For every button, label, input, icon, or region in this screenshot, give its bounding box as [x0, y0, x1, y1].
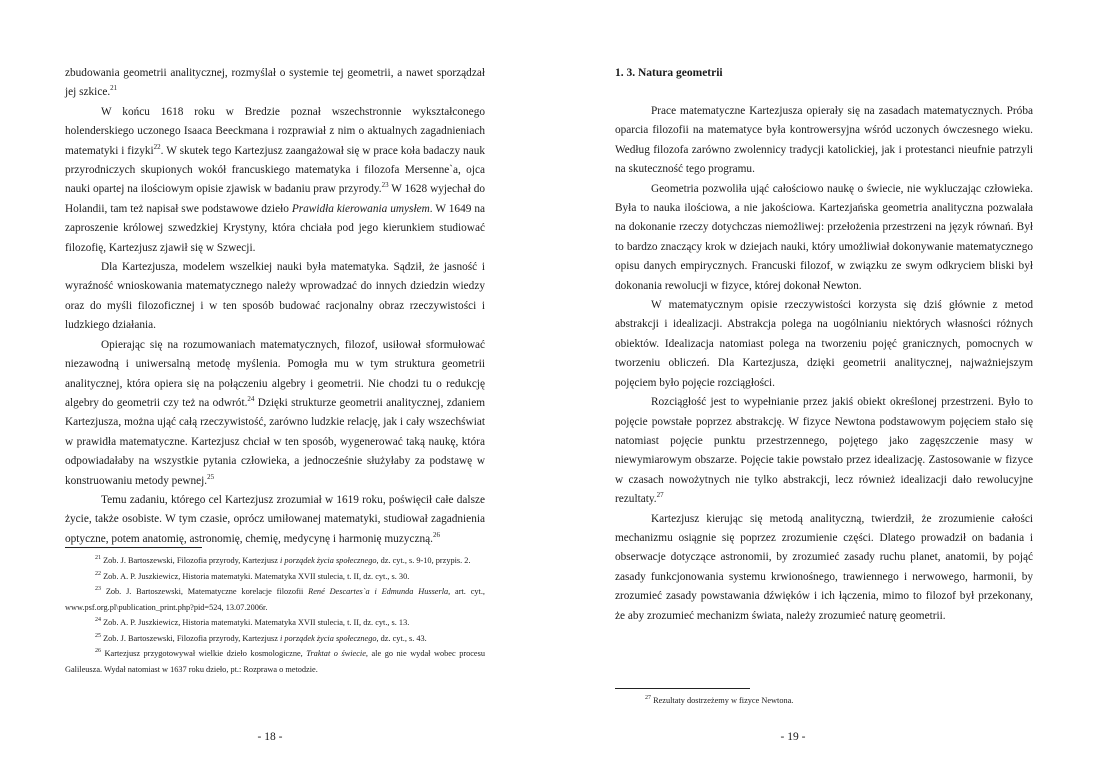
text-segment: Rozciągłość jest to wypełnianie przez jakiś obiekt określonej przestrzeni. Było to pojęcie powstałe poprzez abstrakcję. W fizyce Newtona podstawowym pojęciem stało się natomiast pojęcie punktu przestrzennego, pojętego jako zagęszczenie masy w niewymiarowym obszarze. Pojęcie takie powstało przez idealizację. Zastosowanie w fizyce w czasach nowożytnych nie tylko abstrakcji, lecz również idealizacji dało rewolucyjne rezultaty.: [615, 396, 1033, 506]
italic-text: Traktat o świecie: [306, 649, 366, 658]
italic-text: i porządek życia społecznego: [279, 556, 377, 565]
paragraph: [615, 296, 1033, 393]
footnote-reference: 25: [207, 472, 215, 481]
text-segment: , dz. cyt., s. 9-10, przypis. 2.: [376, 556, 471, 565]
text-segment: Kartezjusz kierując się metodą analityczną, twierdził, że zrozumienie całości mechanizmu osiągnie się poprzez zrozumienie części. Dlatego prowadził on badania i obserwacje dotyczące astronomii, by zrozumieć zasady ruchu planet, anatomii, by pojąć zasady funkcjonowania systemu krwionośnego, trawiennego i nerwowego, harmonii, by zrozumieć zasady powstawania dźwięków i ich łączenia, mimo to filozof był przekonany, że aby zrozumieć mechanizm świata, należy zrozumieć naturę geometrii.: [615, 512, 1033, 622]
paragraph: [65, 491, 485, 549]
footnote: [65, 615, 485, 631]
text-segment: Zob. A. P. Juszkiewicz, Historia matematyki. Matematyka XVII stulecia, t. II, dz. cyt., s. 30.: [101, 571, 410, 581]
footnote-reference: 23: [381, 181, 389, 190]
text-segment: Opierając się na rozumowaniach matematycznych, filozof, usiłował sformułować niezawodną i uniwersalną metodę myślenia. Pomogła mu w tym struktura geometrii analitycznej, która opiera się na połączeniu algebry i geometrii. Nie chodzi tu o redukcję algebry do geometrii czy też na odwrót.: [65, 338, 485, 409]
text-segment: W matematycznym opisie rzeczywistości korzysta się dziś głównie z metod abstrakcji i idealizacji. Abstrakcja polega na uogólnianiu niektórych własności różnych obiektów. Idealizacja natomiast polega na tworzeniu pojęć granicznych, pomocnych w tworzeniu obliczeń. Dla Kartezjusza, dzięki geometrii analitycznej, najważniejszym pojęciem było pojęcie rozciągłości.: [615, 299, 1033, 389]
footnote-reference: 22: [153, 142, 161, 151]
footnote-reference: 21: [110, 84, 118, 93]
paragraph: [65, 64, 485, 103]
text-segment: . W skutek tego Kartezjusz zaangażował się w prace koła badaczy nauk przyrodniczych skupionych wokół francuskiego matematyka i filozofa Mersenne`a, ojca nauki opartej na ilościowym opisie zjawisk w badaniu praw przyrody.: [65, 144, 486, 196]
page-number: - 18 -: [257, 731, 283, 743]
footnote: [65, 569, 485, 585]
text-segment: . W 1649 na zaproszenie królowej szwedzkiej Krystyny, która chciała pod jego kierunkiem studiować filozofię, Kartezjusz zjawił się w Szwecji.: [65, 202, 485, 254]
footnote-reference: 27: [656, 491, 664, 500]
left-footnotes: [65, 553, 485, 677]
italic-text: Prawidła kierowania umysłem: [291, 202, 430, 215]
paragraph: [65, 336, 485, 491]
text-segment: , dz. cyt., s. 43.: [376, 633, 427, 643]
footnote-reference: 21: [95, 555, 101, 562]
paragraph: [65, 258, 485, 336]
footnote-separator: [65, 547, 202, 548]
footnote: [65, 631, 485, 647]
text-segment: , ale go nie wydał wobec procesu Galileusza. Wydał natomiast w 1637 roku dzieło, pt.: Rozprawa o metodzie.: [65, 649, 485, 674]
paragraph: [615, 102, 1033, 180]
footnote-reference: 27: [645, 695, 651, 702]
footnote-reference: 25: [95, 632, 101, 639]
footnote-reference: 26: [432, 530, 440, 539]
text-segment: Dla Kartezjusza, modelem wszelkiej nauki była matematyka. Sądził, że jasność i wyraźność wnioskowania matematycznego należy wprowadzać do innych dziedzin wiedzy oraz do myśli filozoficznej i w ten sposób budować racjonalny obraz rzeczywistości i ludzkiego działania.: [65, 261, 485, 332]
paragraph: [615, 393, 1033, 509]
text-segment: Kartezjusz przygotowywał wielkie dzieło kosmologiczne,: [101, 649, 307, 658]
right-paragraphs: [615, 102, 1033, 626]
right-body-text: [615, 64, 1033, 626]
text-segment: zbudowania geometrii analitycznej, rozmyślał o systemie tej geometrii, a nawet sporządzał jej szkice.: [65, 67, 485, 99]
italic-text: i porządek życia społecznego: [279, 633, 377, 643]
text-segment: Rezultaty dostrzeżemy w fizyce Newtona.: [651, 696, 794, 705]
text-segment: Zob. A. P. Juszkiewicz, Historia matematyki. Matematyka XVII stulecia, t. II, dz. cyt., s. 13.: [101, 618, 410, 627]
text-segment: , art. cyt., www.psf.org.pl\publication_print.php?pid=524, 13.07.2006r.: [65, 587, 485, 612]
section-title: 1. 3. Natura geometrii: [615, 67, 723, 79]
paragraph: [65, 103, 485, 258]
footnote-reference: 24: [95, 617, 101, 624]
text-segment: Prace matematyczne Kartezjusza opierały się na zasadach matematycznych. Próba oparcia filozofii na matematyce była kontrowersyjna wśród uczonych ówczesnego wieku. Według filozofa zarówno zwolennicy tradycji katolickiej, jak i protestanci nieufnie patrzyli na skuteczność tego programu.: [615, 105, 1033, 176]
text-segment: W końcu 1618 roku w Bredzie poznał wszechstronnie wykształconego holenderskiego uczonego Isaaca Beeckmana i rozprawiał z nim o aktualnych zagadnieniach matematyki i fizyki: [65, 105, 485, 157]
text-segment: Dzięki strukturze geometrii analitycznej, zdaniem Kartezjusza, można ująć całą rzeczywistość, zarówno ludzkie relację, jak i cały wszechświat w prawidła matematyczne. Kartezjusz chciał w ten sposób, wygenerować taką naukę, która odpowiadałaby na wszystkie pytania człowieka, a jednocześnie służyłaby za podstawę w konstruowaniu metody pewnej.: [65, 396, 485, 487]
footnote-reference: 24: [247, 395, 255, 404]
right-footnotes: [615, 693, 1033, 709]
footnote: [65, 553, 485, 569]
right-page: [550, 0, 1100, 778]
text-segment: Zob. J. Bartoszewski, Filozofia przyrody, Kartezjusz: [101, 556, 280, 565]
footnote-reference: 23: [95, 586, 101, 593]
footnote-reference: 26: [95, 648, 101, 655]
text-segment: Zob. J. Bartoszewski, Filozofia przyrody, Kartezjusz: [101, 633, 280, 643]
footnote-separator: [615, 688, 750, 689]
paragraph: [615, 180, 1033, 296]
text-segment: Zob. J. Bartoszewski, Matematyczne korelacje filozofii: [101, 587, 309, 596]
text-segment: Geometria pozwoliła ująć całościowo naukę o świecie, nie wykluczając człowieka. Była to nauka ilościowa, a nie jakościowa. Kartezjańska geometria analityczna pozwalała na dokonanie rzeczy dotychczas niemożliwej: przełożenia przestrzeni na język równań. Był to bardzo znaczący krok w dziejach nauki, który umożliwiał dokonywanie matematycznego opisu danych empirycznych. Francuski filozof, w związku ze swym odkryciem bliski był dokonania rewolucji w fizyce, której dokonał Newton.: [615, 182, 1033, 292]
italic-text: René Descartes`a i Edmunda Husserla: [308, 587, 449, 596]
text-segment: Temu zadaniu, którego cel Kartezjusz zrozumiał w 1619 roku, poświęcił całe dalsze życie, także osobiste. W tym czasie, oprócz umiłowanej matematyki, studiował zagadnienia optyczne, potem anatomię, astronomię, chemię, medycynę i harmonię muzyczną.: [65, 493, 485, 545]
footnote: [65, 584, 485, 615]
page-number: - 19 -: [780, 731, 806, 743]
footnote: [615, 693, 1033, 709]
footnote: [65, 646, 485, 677]
paragraph: [615, 510, 1033, 626]
footnote-reference: 22: [95, 570, 101, 577]
text-segment: W 1628 wyjechał do Holandii, tam też napisał swe podstawowe dzieło: [65, 183, 486, 215]
left-body-text: [65, 64, 485, 549]
